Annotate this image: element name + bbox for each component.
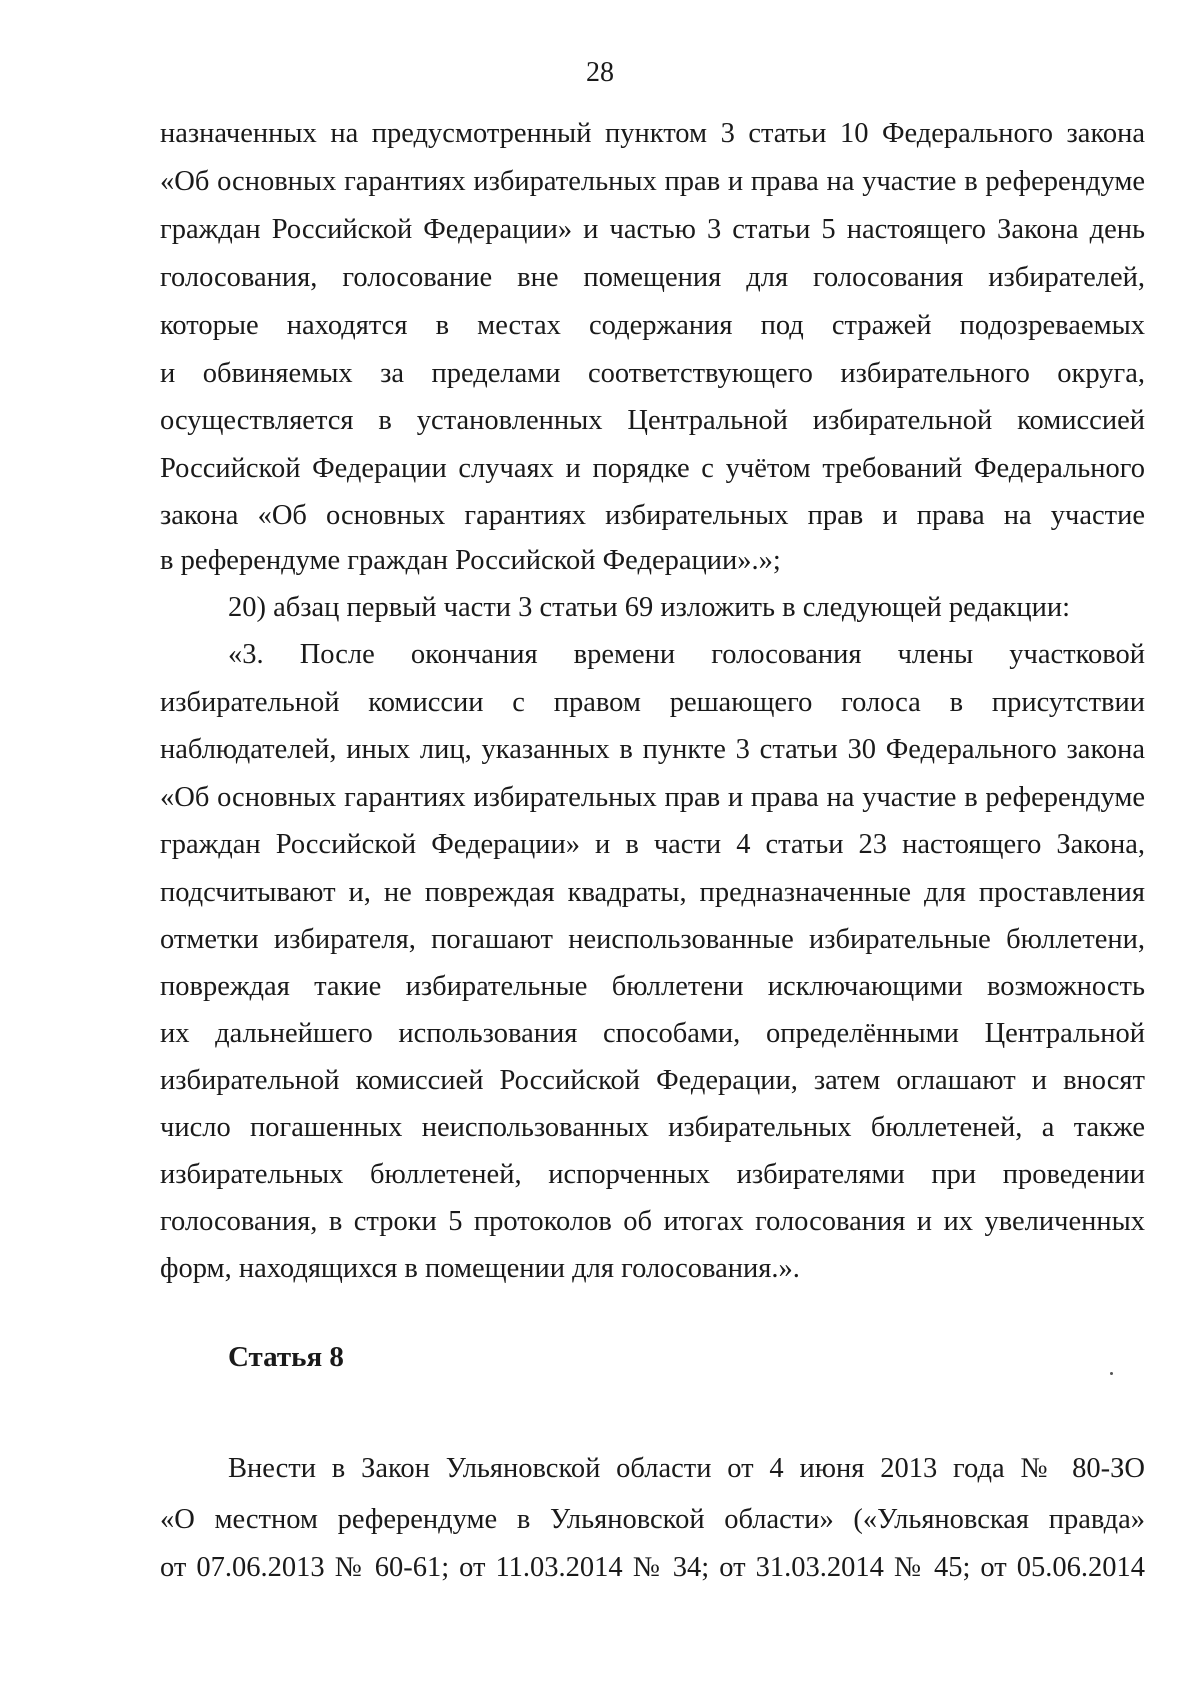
text-line: повреждая такие избирательные бюллетени исключающими возможность	[160, 971, 1145, 1002]
text-line: от 07.06.2013 № 60-61; от 11.03.2014 № 34; от 31.03.2014 № 45; от 05.06.2014	[160, 1552, 1145, 1583]
page-number: 28	[586, 57, 614, 88]
text-line: Российской Федерации случаях и порядке с учётом требований Федерального	[160, 453, 1145, 484]
text-line: наблюдателей, иных лиц, указанных в пункте 3 статьи 30 Федерального закона	[160, 734, 1145, 765]
text-line: и обвиняемых за пределами соответствующего избирательного округа,	[160, 358, 1145, 389]
text-line: в референдуме граждан Российской Федерации».»;	[160, 545, 781, 576]
text-line: форм, находящихся в помещении для голосования.».	[160, 1253, 800, 1284]
text-line: Внести в Закон Ульяновской области от 4 июня 2013 года № 80-ЗО	[228, 1453, 1145, 1484]
text-line: избирательной комиссией Российской Федерации, затем оглашают и вносят	[160, 1065, 1145, 1096]
text-line: «Об основных гарантиях избирательных прав и права на участие в референдуме	[160, 166, 1145, 197]
text-line: граждан Российской Федерации» и частью 3 статьи 5 настоящего Закона день	[160, 214, 1145, 245]
text-line: которые находятся в местах содержания под стражей подозреваемых	[160, 310, 1145, 341]
text-line: голосования, в строки 5 протоколов об итогах голосования и их увеличенных	[160, 1206, 1145, 1237]
text-line: избирательных бюллетеней, испорченных избирателями при проведении	[160, 1159, 1145, 1190]
text-line: граждан Российской Федерации» и в части 4 статьи 23 настоящего Закона,	[160, 829, 1145, 860]
text-line: их дальнейшего использования способами, определёнными Центральной	[160, 1018, 1145, 1049]
text-line: осуществляется в установленных Центральной избирательной комиссией	[160, 405, 1145, 436]
text-line: подсчитывают и, не повреждая квадраты, предназначенные для проставления	[160, 877, 1145, 908]
text-line: число погашенных неиспользованных избирательных бюллетеней, а также	[160, 1112, 1145, 1143]
text-line: «Об основных гарантиях избирательных прав и права на участие в референдуме	[160, 782, 1145, 813]
text-line: отметки избирателя, погашают неиспользованные избирательные бюллетени,	[160, 924, 1145, 955]
stray-dot	[1110, 1372, 1113, 1375]
text-line: голосования, голосование вне помещения для голосования избирателей,	[160, 262, 1145, 293]
text-line: закона «Об основных гарантиях избирательных прав и права на участие	[160, 500, 1145, 531]
article-heading: Статья 8	[228, 1341, 344, 1373]
item-20-line: 20) абзац первый части 3 статьи 69 изложить в следующей редакции:	[228, 592, 1071, 623]
text-line: избирательной комиссии с правом решающего голоса в присутствии	[160, 687, 1145, 718]
text-line: назначенных на предусмотренный пунктом 3 статьи 10 Федерального закона	[160, 118, 1145, 149]
text-line: «О местном референдуме в Ульяновской области» («Ульяновская правда»	[160, 1504, 1145, 1535]
text-line: «3. После окончания времени голосования члены участковой	[228, 639, 1145, 670]
